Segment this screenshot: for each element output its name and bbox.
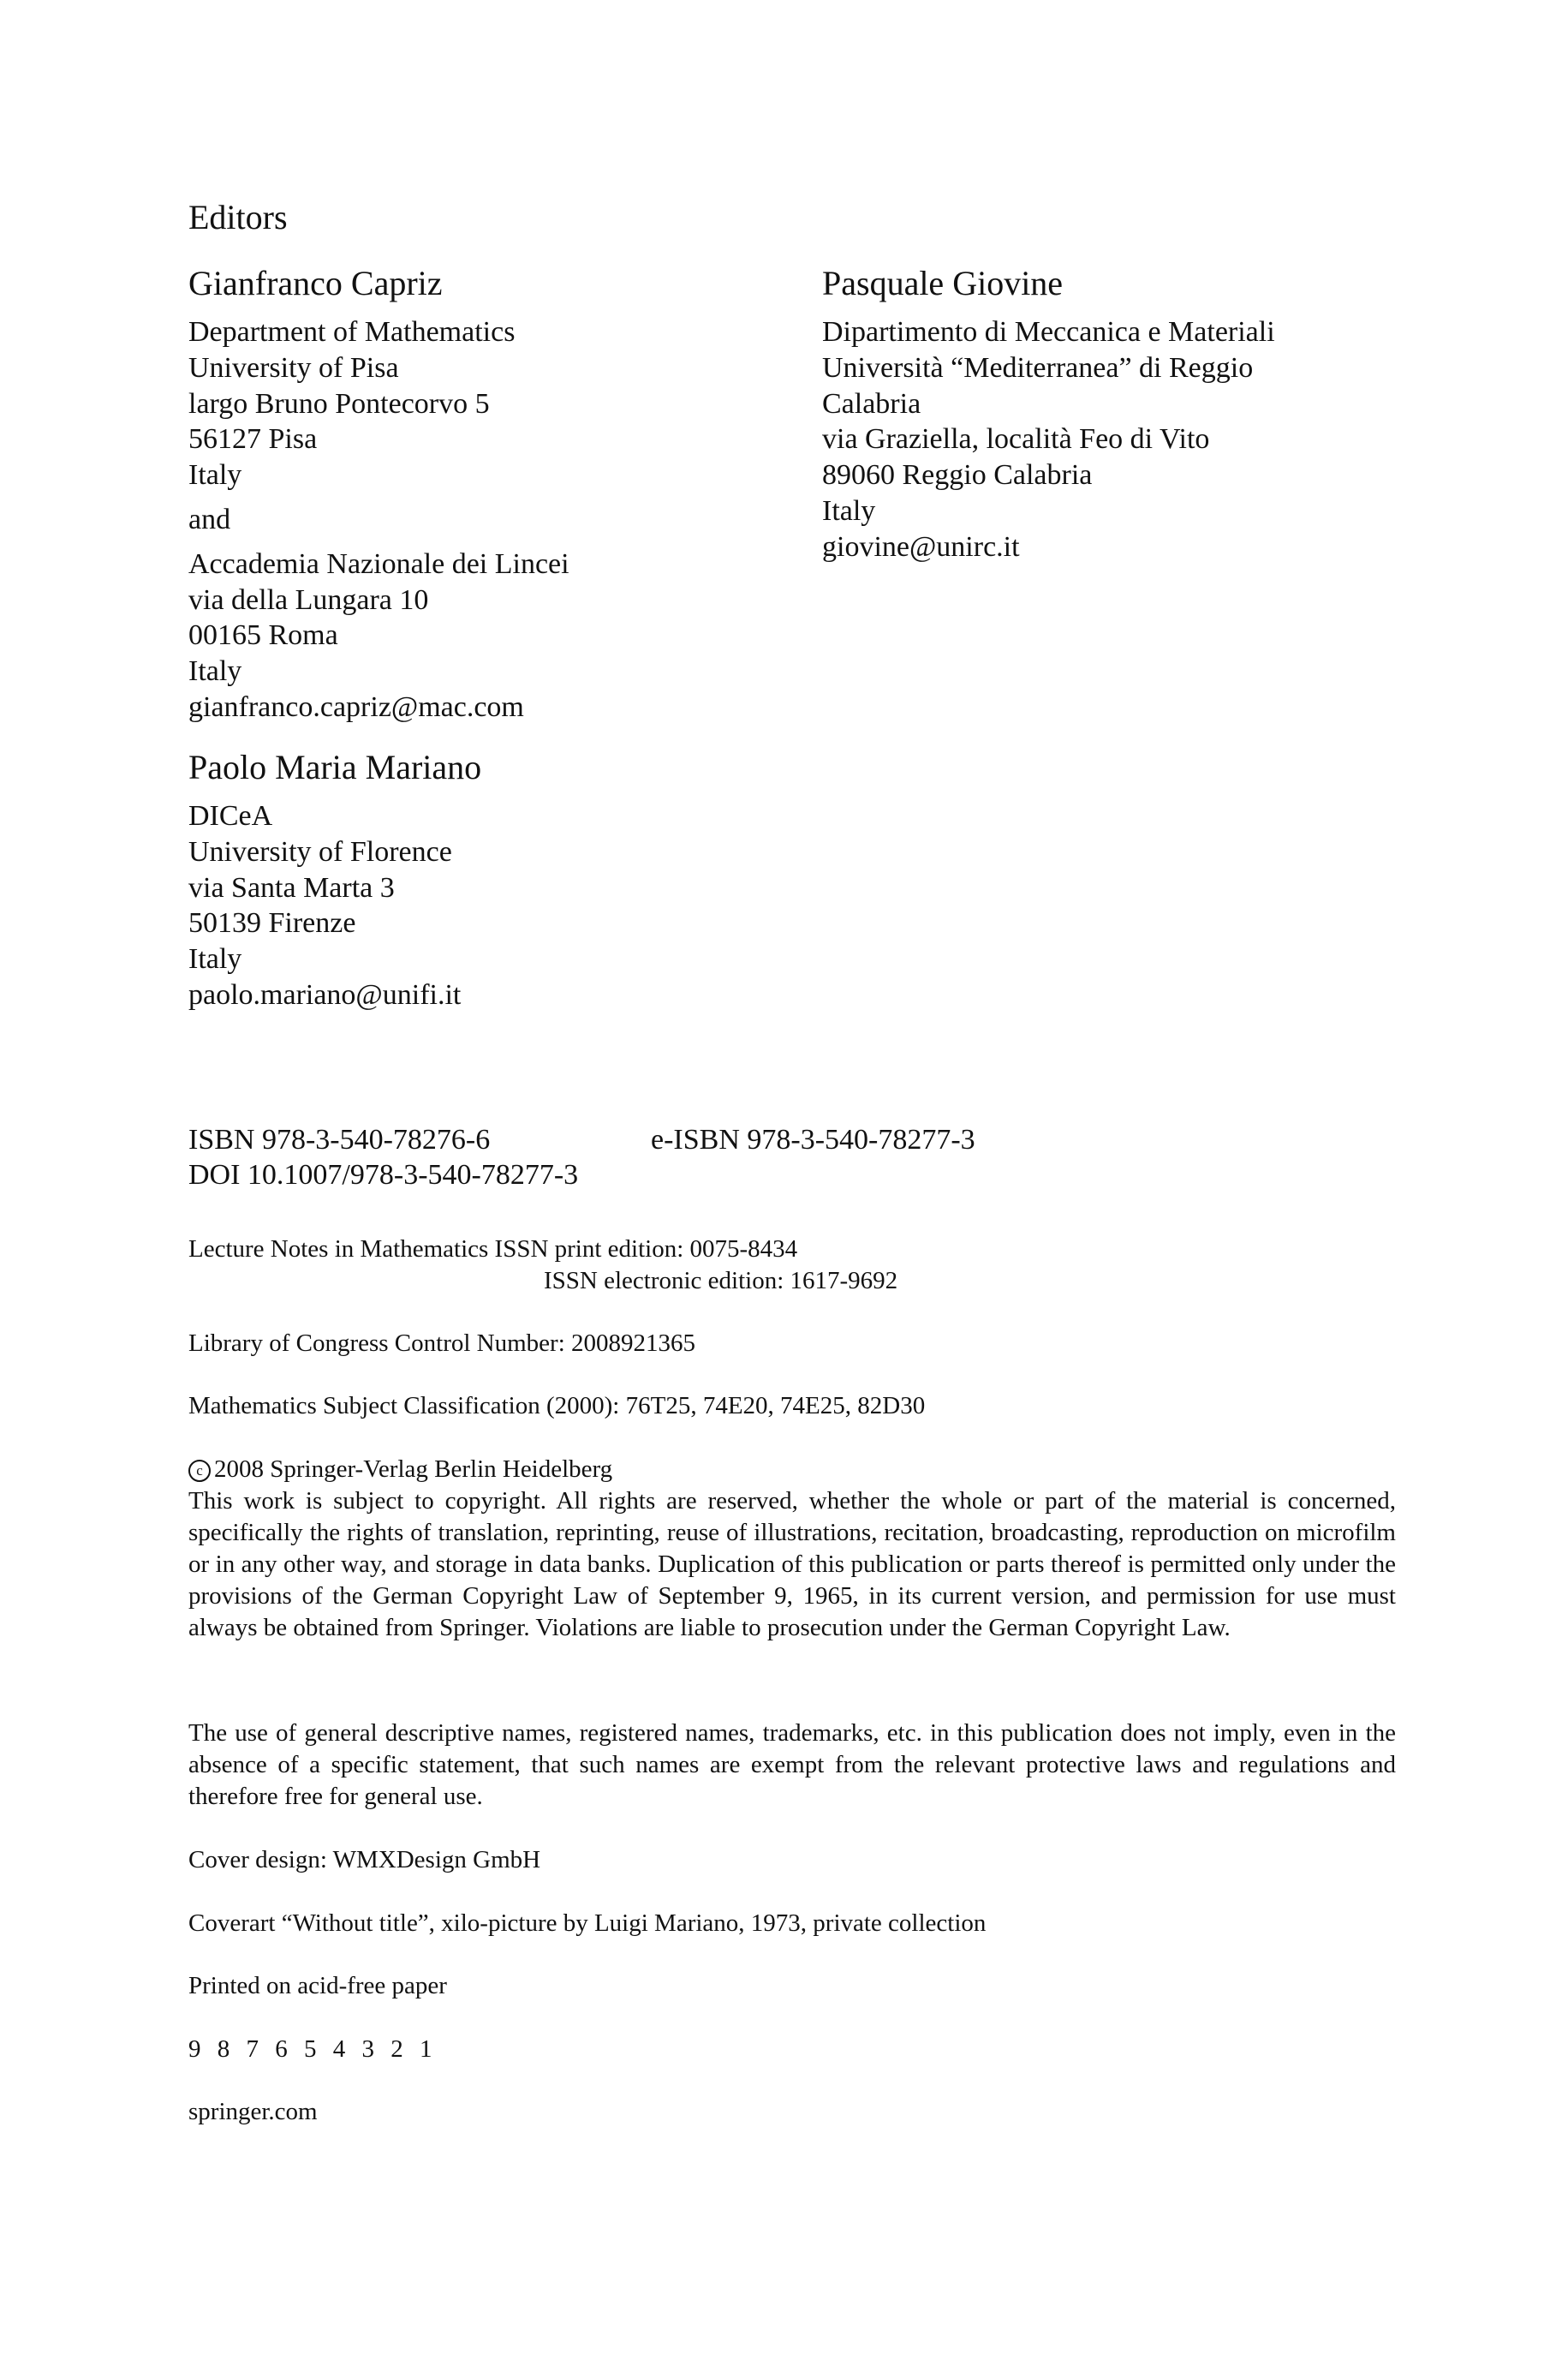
address-line: Italy bbox=[188, 943, 242, 976]
address-connector: and bbox=[188, 503, 231, 535]
lccn: Library of Congress Control Number: 2008921365 bbox=[188, 1329, 696, 1357]
address-line: Italy bbox=[188, 459, 242, 492]
address-line: via della Lungara 10 bbox=[188, 583, 429, 616]
address-line: via Santa Marta 3 bbox=[188, 871, 395, 904]
address-line: Università “Mediterranea” di Reggio bbox=[822, 351, 1254, 384]
editor-email: paolo.mariano@unifi.it bbox=[188, 978, 462, 1011]
address-line: Calabria bbox=[822, 387, 921, 420]
address-line: via Graziella, località Feo di Vito bbox=[822, 423, 1210, 456]
editor-name: Paolo Maria Mariano bbox=[188, 748, 482, 786]
address-line: University of Florence bbox=[188, 835, 452, 868]
address-line: 50139 Firenze bbox=[188, 907, 356, 940]
paper-note: Printed on acid-free paper bbox=[188, 1972, 447, 1999]
editor-capriz bbox=[188, 261, 569, 726]
isbn-print: ISBN 978-3-540-78276-6 bbox=[188, 1124, 491, 1156]
copyright-holder bbox=[188, 1454, 1396, 1485]
website: springer.com bbox=[188, 2098, 318, 2125]
copyright-icon: c bbox=[188, 1460, 211, 1482]
editor-email: giovine@unirc.it bbox=[822, 530, 1020, 563]
coverart: Coverart “Without title”, xilo-picture by Luigi Mariano, 1973, private collection bbox=[188, 1909, 987, 1937]
address-line: DICeA bbox=[188, 800, 273, 832]
series-issn-electronic: ISSN electronic edition: 1617-9692 bbox=[544, 1267, 898, 1294]
editor-mariano bbox=[188, 745, 481, 1013]
address-line: University of Pisa bbox=[188, 351, 399, 384]
copyright-notice: This work is subject to copyright. All rights are reserved, whether the whole or part of the material is concerned, specifically the rights of translation, reprinting, reuse of illustrations, recitation, broadcasting, reproduction on microfilm or in any other way, and storage in data banks. Duplication of this publication or parts thereof is permitted only under the provisions of the German Copyright Law of September 9, 1965, in its current version, and permission for use must always be obtained from Springer. Violations are liable to prosecution under the German Copyright Law. bbox=[188, 1487, 1396, 1641]
address-line: 00165 Roma bbox=[188, 619, 338, 652]
address-line: Italy bbox=[822, 494, 876, 527]
series-issn-print: Lecture Notes in Mathematics ISSN print edition: 0075-8434 bbox=[188, 1235, 798, 1263]
editors-heading: Editors bbox=[188, 198, 288, 236]
trademark-notice: The use of general descriptive names, registered names, trademarks, etc. in this publication does not imply, even in the absence of a specific statement, that such names are exempt from the relevant protective laws and regulations and therefore free for general use. bbox=[188, 1719, 1396, 1810]
editor-email: gianfranco.capriz@mac.com bbox=[188, 690, 524, 723]
editor-name: Gianfranco Capriz bbox=[188, 264, 443, 302]
subject-classification: Mathematics Subject Classification (2000): 76T25, 74E20, 74E25, 82D30 bbox=[188, 1392, 926, 1419]
address-line: Department of Mathematics bbox=[188, 316, 516, 348]
isbn-electronic: e-ISBN 978-3-540-78277-3 bbox=[651, 1124, 975, 1156]
copyright-block bbox=[188, 1454, 1396, 1644]
address-line: 89060 Reggio Calabria bbox=[822, 459, 1093, 492]
editor-address bbox=[188, 314, 569, 726]
copyright-holder-text: 2008 Springer-Verlag Berlin Heidelberg bbox=[214, 1455, 613, 1483]
editor-giovine bbox=[822, 261, 1275, 565]
address-line: Dipartimento di Meccanica e Materiali bbox=[822, 316, 1275, 348]
print-line: 9 8 7 6 5 4 3 2 1 bbox=[188, 2035, 438, 2063]
editor-name: Pasquale Giovine bbox=[822, 264, 1064, 302]
editor-address bbox=[822, 314, 1275, 565]
editor-address bbox=[188, 798, 481, 1013]
address-line: Accademia Nazionale dei Lincei bbox=[188, 547, 569, 580]
address-line: Italy bbox=[188, 655, 242, 688]
address-line: 56127 Pisa bbox=[188, 423, 318, 456]
address-line: largo Bruno Pontecorvo 5 bbox=[188, 387, 490, 420]
doi: DOI 10.1007/978-3-540-78277-3 bbox=[188, 1159, 579, 1191]
cover-design: Cover design: WMXDesign GmbH bbox=[188, 1846, 541, 1873]
